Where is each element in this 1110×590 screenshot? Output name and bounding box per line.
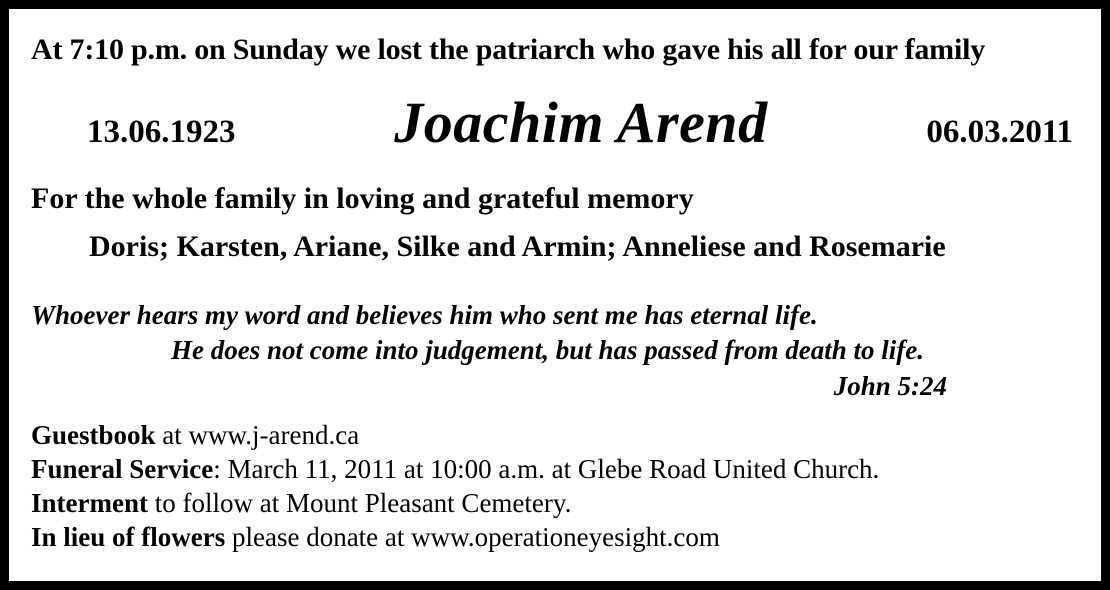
verse-line-2: He does not come into judgement, but has passed from death to life.	[171, 334, 925, 365]
detail-label-funeral-service: Funeral Service	[31, 453, 214, 484]
detail-label-flowers: In lieu of flowers	[31, 521, 226, 552]
detail-label-interment: Interment	[31, 487, 148, 518]
detail-line-flowers	[31, 520, 1079, 554]
verse-block	[31, 298, 1079, 404]
detail-text-interment: to follow at Mount Pleasant Cemetery.	[147, 487, 572, 518]
detail-line-funeral-service	[31, 452, 1079, 486]
deceased-name: Joachim Arend	[394, 90, 768, 155]
details-block	[31, 418, 1079, 554]
verse-line-1: Whoever hears my word and believes him who sent me has eternal life.	[31, 300, 818, 330]
detail-label-guestbook: Guestbook	[31, 419, 156, 450]
name-row	[31, 89, 1079, 156]
detail-text-funeral-service: : March 11, 2011 at 10:00 a.m. at Glebe Road United Church.	[213, 453, 880, 484]
detail-line-interment	[31, 486, 1079, 520]
headline: At 7:10 p.m. on Sunday we lost the patriarch who gave his all for our family	[31, 33, 986, 66]
survivors-line: Doris; Karsten, Ariane, Silke and Armin; Anneliese and Rosemarie	[89, 230, 946, 263]
memory-line: For the whole family in loving and grateful memory	[31, 182, 694, 215]
date-of-death: 06.03.2011	[926, 114, 1073, 150]
detail-text-guestbook: at www.j-arend.ca	[155, 419, 360, 450]
detail-line-guestbook	[31, 418, 1079, 452]
date-of-birth: 13.06.1923	[87, 114, 236, 150]
verse-reference: John 5:24	[833, 371, 947, 402]
detail-text-flowers: please donate at www.operationeyesight.com	[225, 521, 720, 552]
